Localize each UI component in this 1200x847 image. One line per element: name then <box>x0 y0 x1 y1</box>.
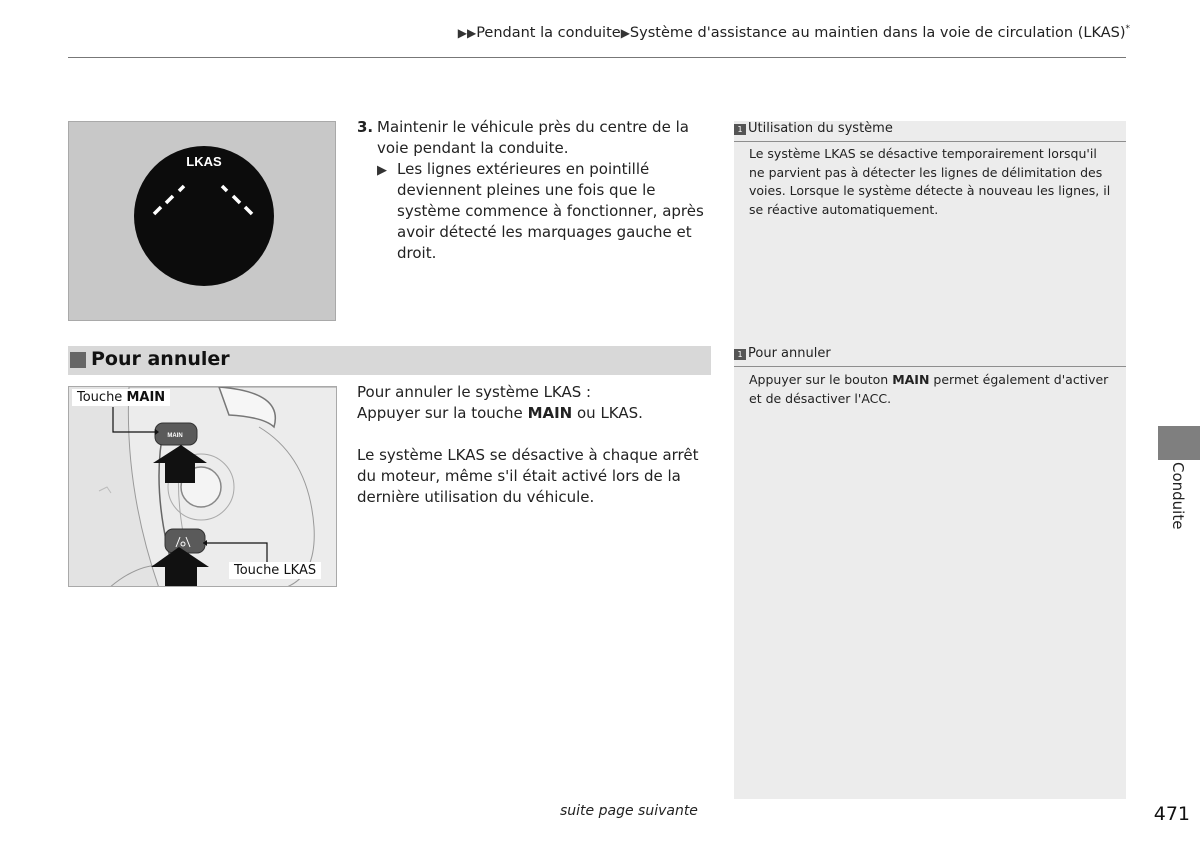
main-button-label: MAIN <box>167 433 183 439</box>
cancel-line-2: Appuyer sur la touche MAIN ou LKAS. <box>357 404 643 422</box>
lkas-display-label: LKAS <box>186 154 222 169</box>
callout-lkas-button: Touche LKAS <box>229 562 321 579</box>
breadcrumb-driving: Pendant la conduite <box>476 24 621 41</box>
step-number: 3. <box>357 118 374 136</box>
running-header <box>440 24 1130 46</box>
chapter-tab-label: Conduite <box>1169 462 1187 530</box>
note-marker-icon: 1 <box>734 349 746 360</box>
triangle-bullet-icon: ▶ <box>377 163 387 178</box>
cancel-line-1: Pour annuler le système LKAS : <box>357 383 592 401</box>
lkas-deactivation-paragraph: Le système LKAS se désactive à chaque arrêt du moteur, même s'il était activé lors de la dernière utilisation du véhicule. <box>357 446 699 506</box>
continued-note: suite page suivante <box>560 803 698 819</box>
step-text: Maintenir le véhicule près du centre de la voie pendant la conduite. <box>377 118 689 157</box>
page-number: 471 <box>1153 803 1190 825</box>
section-heading-cancel <box>68 346 711 375</box>
callout-main-button: Touche MAIN <box>72 389 170 406</box>
triangle-icon: ▶ <box>620 25 630 40</box>
asterisk-mark: * <box>1125 24 1130 34</box>
lkas-button <box>165 529 205 553</box>
note-heading-cancel <box>734 346 1126 367</box>
header-divider <box>68 57 1126 58</box>
note-text-cancel: Appuyer sur le bouton MAIN permet également d'activer et de désactiver l'ACC. <box>749 372 1109 406</box>
note-heading-system-use <box>734 121 1126 142</box>
section-square-icon <box>70 352 86 368</box>
note-marker-icon: 1 <box>734 124 746 135</box>
steering-wheel-illustration <box>69 387 337 587</box>
steering-buttons-figure <box>68 386 337 587</box>
cancel-instructions <box>357 382 707 424</box>
lkas-indicator-figure <box>68 121 336 321</box>
breadcrumb-lkas: Système d'assistance au maintien dans la voie de circulation (LKAS) <box>629 24 1126 41</box>
section-title: Pour annuler <box>91 348 230 370</box>
triangle-icon: ▶▶ <box>457 25 477 40</box>
step-sub-bullet: Les lignes extérieures en pointillé deviennent pleines une fois que le système commence à fonctionner, après avoir détecté les marquages gauche et droit. <box>397 160 704 262</box>
chapter-tab <box>1158 426 1200 460</box>
lkas-display-illustration <box>69 122 337 322</box>
notes-sidebar <box>734 121 1126 799</box>
note-title: Pour annuler <box>748 346 831 361</box>
note-title: Utilisation du système <box>748 121 893 136</box>
note-text-system-use: Le système LKAS se désactive temporairement lorsqu'il ne parvient pas à détecter les lignes de délimitation des voies. Lorsque le système détecte à nouveau les lignes, il se réactive automatiquement. <box>749 146 1111 217</box>
